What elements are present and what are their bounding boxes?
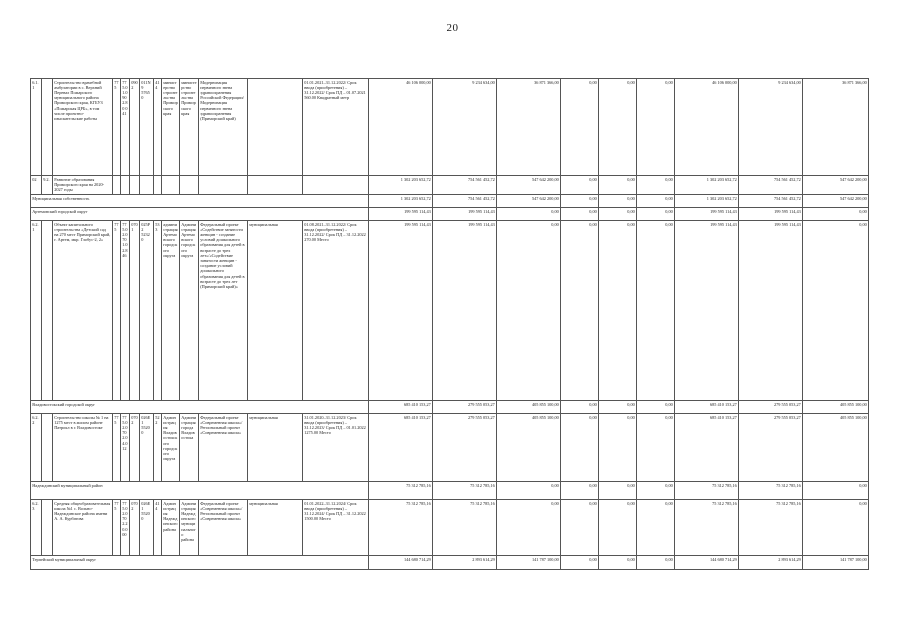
value-9: 547 642 200,00 <box>803 195 869 208</box>
table-row <box>31 195 869 208</box>
cell-empty <box>248 176 303 195</box>
group-name: Артемовский городской округ <box>31 208 369 221</box>
deadline: 31.01.2020–31.12.2023/ Срок ввода (приобретения) – 31.12.2023/ Срок ПД – 01.01.2022 1275.00 Место <box>303 414 369 482</box>
code-3: 0701 <box>130 221 140 401</box>
code-2: 775.0 2.070 2.04.0 12 <box>121 414 130 482</box>
row-number: 02 <box>31 176 42 195</box>
value-1: 199 595 114,43 <box>369 208 433 221</box>
value-6: 0,00 <box>637 221 675 401</box>
developer: Администрация города Владивостока <box>180 414 199 482</box>
value-8: 9 234 634,00 <box>739 79 803 176</box>
row-number: 6.2.2 <box>31 414 42 482</box>
table-row <box>31 79 869 176</box>
cell-empty <box>140 176 154 195</box>
value-7: 1 302 203 652,72 <box>675 195 739 208</box>
value-6: 0,00 <box>637 556 675 570</box>
table-row <box>31 208 869 221</box>
value-4: 0,00 <box>561 208 599 221</box>
value-4: 0,00 <box>561 500 599 556</box>
value-7: 46 106 000,00 <box>675 79 739 176</box>
program: Федеральный проект «Современная школа»/Региональный проект «Современная школа» <box>199 414 248 482</box>
row-number: 6.2.3 <box>31 500 42 556</box>
deadline: 01.01.2021–31.12.2022/ Срок ввода (приобретения) – 31.12.2022/ Срок ПД – 01.07.2021 560.00 Квадратный метр <box>303 79 369 176</box>
value-1: 1 302 203 652,72 <box>369 195 433 208</box>
value-5: 0,00 <box>599 556 637 570</box>
value-3: 405 855 100,00 <box>497 401 561 414</box>
value-3: 141 787 100,00 <box>497 556 561 570</box>
deadline: 01.01.2022–31.12.2024/ Срок ввода (приобретения) – 31.12.2024/ Срок ПД – 31.12.2022 1500.00 Место <box>303 500 369 556</box>
value-6: 0,00 <box>637 176 675 195</box>
budget-table <box>30 78 869 570</box>
program: Модернизация первичного звена здравоохранения Российской Федерации/Модернизация первичного звена здравоохранения (Приморский край) <box>199 79 248 176</box>
table-row <box>31 414 869 482</box>
table-row <box>31 176 869 195</box>
customer: администрация Артемовского городского округа <box>162 221 180 401</box>
value-6: 0,00 <box>637 79 675 176</box>
value-5: 0,00 <box>599 482 637 500</box>
value-9: 0,00 <box>803 221 869 401</box>
value-4: 0,00 <box>561 401 599 414</box>
value-8: 199 595 114,43 <box>739 208 803 221</box>
value-1: 144 680 714,29 <box>369 556 433 570</box>
value-6: 0,00 <box>637 195 675 208</box>
value-8: 199 595 114,43 <box>739 221 803 401</box>
section-name: Развитие образования Приморского края на 2020-2027 годы <box>53 176 113 195</box>
value-6: 0,00 <box>637 500 675 556</box>
cell-empty <box>303 176 369 195</box>
code-3: 0702 <box>130 500 140 556</box>
developer: Администрация Артемовского городского округа <box>180 221 199 401</box>
recipient <box>248 79 303 176</box>
value-2: 75 312 785,16 <box>433 500 497 556</box>
value-8: 754 561 452,72 <box>739 195 803 208</box>
value-7: 685 410 153,27 <box>675 414 739 482</box>
row-subnumber: 9.2. <box>42 176 53 195</box>
value-3: 0,00 <box>497 500 561 556</box>
value-3: 547 642 200,00 <box>497 195 561 208</box>
recipient: муниципальная <box>248 414 303 482</box>
code-4: 025P2 52320 <box>140 221 154 401</box>
value-9: 0,00 <box>803 500 869 556</box>
code-5: 533 <box>154 221 162 401</box>
value-4: 0,00 <box>561 414 599 482</box>
value-9: 141 787 100,00 <box>803 556 869 570</box>
value-7: 199 595 114,43 <box>675 208 739 221</box>
developer: министерство строительства Приморского края <box>180 79 199 176</box>
cell-empty <box>154 176 162 195</box>
value-1: 46 106 000,00 <box>369 79 433 176</box>
value-5: 0,00 <box>599 176 637 195</box>
value-2: 75 312 785,16 <box>433 482 497 500</box>
value-3: 405 855 100,00 <box>497 414 561 482</box>
value-4: 0,00 <box>561 556 599 570</box>
value-6: 0,00 <box>637 414 675 482</box>
value-8: 75 312 785,16 <box>739 482 803 500</box>
value-3: 547 642 200,00 <box>497 176 561 195</box>
value-6: 0,00 <box>637 208 675 221</box>
group-name: Терпейский муниципальный округ <box>31 556 369 570</box>
cell-empty <box>42 500 53 556</box>
cell-empty <box>42 414 53 482</box>
recipient: муниципальная <box>248 221 303 401</box>
code-3: 0902 <box>130 79 140 176</box>
value-1: 1 302 203 652,72 <box>369 176 433 195</box>
value-8: 754 561 452,72 <box>739 176 803 195</box>
customer: министерство строительства Приморского края <box>162 79 180 176</box>
value-2: 279 555 053,27 <box>433 414 497 482</box>
value-2: 754 561 452,72 <box>433 195 497 208</box>
table-row <box>31 556 869 570</box>
value-5: 0,00 <box>599 401 637 414</box>
value-7: 1 302 203 652,72 <box>675 176 739 195</box>
value-8: 2 893 614,29 <box>739 556 803 570</box>
row-number: 6.1.1 <box>31 79 42 176</box>
group-name: Надеждинский муниципальный район <box>31 482 369 500</box>
cell-empty <box>121 176 130 195</box>
value-8: 279 555 053,27 <box>739 401 803 414</box>
group-name: Владивостокский городской округ <box>31 401 369 414</box>
value-7: 144 680 714,29 <box>675 556 739 570</box>
value-4: 0,00 <box>561 195 599 208</box>
table-row <box>31 500 869 556</box>
object-name: Объект капитального строительства «Детский сад на 270 мест Приморский край, г. Артем, мкр. Глобус-2, 2» <box>53 221 113 401</box>
value-1: 75 312 785,16 <box>369 482 433 500</box>
cell-empty <box>42 221 53 401</box>
cell-empty <box>199 176 248 195</box>
value-4: 0,00 <box>561 79 599 176</box>
value-5: 0,00 <box>599 221 637 401</box>
program: Федеральный проект «Содействие занятости женщин - создание условий дошкольного образования для детей в возрасте до трех лет»/«Содействие занятости женщин - создание условий дошкольного образования для детей в возрасте до трех лет (Приморский край)» <box>199 221 248 401</box>
code-4: 011N9 57650 <box>140 79 154 176</box>
value-9: 0,00 <box>803 482 869 500</box>
value-3: 0,00 <box>497 482 561 500</box>
value-1: 199 595 114,43 <box>369 221 433 401</box>
cell-empty <box>162 176 180 195</box>
value-8: 75 312 785,16 <box>739 500 803 556</box>
code-5: 522 <box>154 414 162 482</box>
code-2: 775.0 2.070 1.02.8 46 <box>121 221 130 401</box>
object-name: Строительство врачебной амбулатории в с. Верхний Перевал Пожарского муниципального района Приморского края, КГБУЗ «Пожарская ЦРБ», в том числе проектно-изыскательские работы <box>53 79 113 176</box>
value-2: 199 595 114,43 <box>433 208 497 221</box>
deadline: 01.08.2021–31.12.2022/ Срок ввода (приобретения) – 31.12.2022/ Срок ПД – 31.12.2022 270.00 Место <box>303 221 369 401</box>
value-9: 0,00 <box>803 208 869 221</box>
value-5: 0,00 <box>599 79 637 176</box>
customer: Администрация Надеждинского района <box>162 500 180 556</box>
value-7: 199 595 114,43 <box>675 221 739 401</box>
value-4: 0,00 <box>561 221 599 401</box>
code-1: 775 <box>113 221 121 401</box>
code-2: 775.0 1.090 2.80 0 41 <box>121 79 130 176</box>
program: Федеральный проект «Современная школа»/Региональный проект «Современная школа» <box>199 500 248 556</box>
value-4: 0,00 <box>561 482 599 500</box>
table-row <box>31 482 869 500</box>
code-4: 026E1 55200 <box>140 500 154 556</box>
value-5: 0,00 <box>599 195 637 208</box>
cell-empty <box>130 176 140 195</box>
value-2: 2 893 614,29 <box>433 556 497 570</box>
object-name: Строительство школы № 1 на 1275 мест в жилом районе Патрокл в г. Владивостоке <box>53 414 113 482</box>
value-6: 0,00 <box>637 482 675 500</box>
value-9: 547 642 200,00 <box>803 176 869 195</box>
value-2: 9 234 634,00 <box>433 79 497 176</box>
value-2: 754 561 452,72 <box>433 176 497 195</box>
code-3: 0702 <box>130 414 140 482</box>
code-5: 414 <box>154 500 162 556</box>
code-4: 026E1 55200 <box>140 414 154 482</box>
value-8: 279 555 053,27 <box>739 414 803 482</box>
table-row <box>31 401 869 414</box>
value-6: 0,00 <box>637 401 675 414</box>
code-1: 775 <box>113 500 121 556</box>
value-7: 75 312 785,16 <box>675 500 739 556</box>
code-1: 775 <box>113 79 121 176</box>
value-5: 0,00 <box>599 500 637 556</box>
row-number: 6.2.1 <box>31 221 42 401</box>
page-number: 20 <box>446 22 459 34</box>
value-1: 685 410 153,27 <box>369 414 433 482</box>
value-9: 405 855 100,00 <box>803 401 869 414</box>
cell-empty <box>180 176 199 195</box>
code-5: 414 <box>154 79 162 176</box>
table-row <box>31 221 869 401</box>
value-5: 0,00 <box>599 414 637 482</box>
value-3: 36 871 366,00 <box>497 79 561 176</box>
value-5: 0,00 <box>599 208 637 221</box>
value-3: 0,00 <box>497 221 561 401</box>
code-1: 775 <box>113 414 121 482</box>
value-2: 199 595 114,43 <box>433 221 497 401</box>
cell-empty <box>113 176 121 195</box>
value-7: 75 312 785,16 <box>675 482 739 500</box>
value-1: 75 312 785,16 <box>369 500 433 556</box>
value-9: 405 855 100,00 <box>803 414 869 482</box>
recipient: муниципальная <box>248 500 303 556</box>
value-4: 0,00 <box>561 176 599 195</box>
group-name: Муниципальная собственность <box>31 195 369 208</box>
value-2: 279 555 053,27 <box>433 401 497 414</box>
value-7: 685 410 153,27 <box>675 401 739 414</box>
customer: Администрация Владивостокского городского округа <box>162 414 180 482</box>
value-1: 685 410 153,27 <box>369 401 433 414</box>
value-9: 36 871 366,00 <box>803 79 869 176</box>
developer: Администрация Надеждинского муниципального района <box>180 500 199 556</box>
code-2: 775.0 2.070 2.20.0 00 <box>121 500 130 556</box>
object-name: Средняя общеобразовательная школа №1 с. Вольно-Надеждинское района имени А. А. Курбатова <box>53 500 113 556</box>
cell-empty <box>42 79 53 176</box>
value-3: 0,00 <box>497 208 561 221</box>
